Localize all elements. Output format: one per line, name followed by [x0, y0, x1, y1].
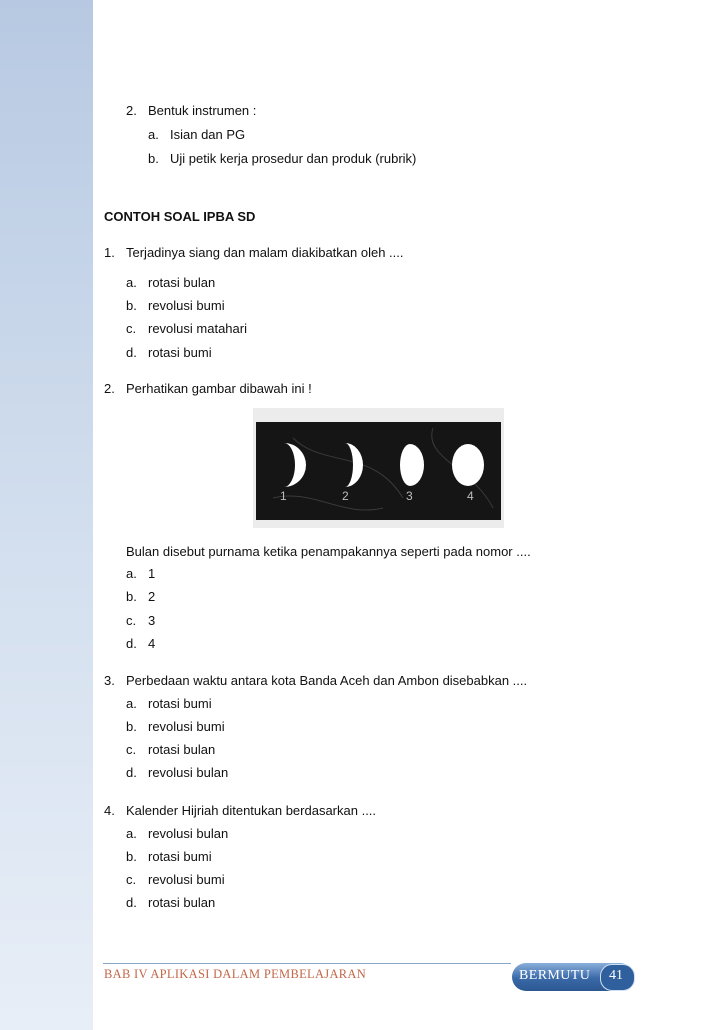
question-text: Perbedaan waktu antara kota Banda Aceh dan Ambon disebabkan ....: [126, 673, 528, 688]
option-letter: d.: [126, 636, 137, 651]
option-letter: b.: [126, 849, 137, 864]
question-number: 1.: [104, 245, 115, 260]
question-prompt: Bulan disebut purnama ketika penampakannya seperti pada nomor ....: [126, 544, 531, 559]
option-letter: a.: [126, 275, 137, 290]
question-number: 4.: [104, 803, 115, 818]
option-letter: c.: [126, 321, 137, 336]
moon-icon: [452, 444, 484, 486]
question-text: Terjadinya siang dan malam diakibatkan oleh ....: [126, 245, 404, 260]
section-title: CONTOH SOAL IPBA SD: [104, 209, 256, 224]
intro-item-text: Bentuk instrumen :: [148, 103, 257, 118]
option-text: rotasi bumi: [148, 345, 212, 360]
option-text: revolusi bulan: [148, 826, 229, 841]
option-text: revolusi matahari: [148, 321, 247, 336]
footer-chapter-title: BAB IV APLIKASI DALAM PEMBELAJARAN: [104, 967, 367, 981]
moon-label: 2: [342, 489, 349, 503]
moon-label: 4: [467, 489, 474, 503]
option-letter: d.: [126, 345, 137, 360]
option-letter: b.: [126, 589, 137, 604]
option-text: revolusi bulan: [148, 765, 229, 780]
option-letter: b.: [126, 719, 137, 734]
option-text: revolusi bumi: [148, 719, 225, 734]
option-letter: c.: [126, 742, 137, 757]
moon-label: 3: [406, 489, 413, 503]
intro-sub-letter: b.: [148, 151, 159, 166]
footer-brand-label: BERMUTU: [519, 968, 591, 983]
option-text: revolusi bumi: [148, 872, 225, 887]
option-text: rotasi bulan: [148, 895, 216, 910]
option-text: rotasi bulan: [148, 742, 216, 757]
option-text: 3: [148, 613, 156, 628]
option-text: rotasi bumi: [148, 696, 212, 711]
intro-item-number: 2.: [126, 103, 137, 118]
footer-divider: [103, 963, 511, 964]
page-number: 41: [609, 968, 623, 983]
question-text: Kalender Hijriah ditentukan berdasarkan ....: [126, 803, 377, 818]
option-letter: a.: [126, 826, 137, 841]
option-letter: d.: [126, 895, 137, 910]
option-letter: a.: [126, 566, 137, 581]
moon-phases-image: [253, 408, 504, 528]
option-text: rotasi bulan: [148, 275, 216, 290]
option-letter: d.: [126, 765, 137, 780]
option-text: 2: [148, 589, 156, 604]
question-number: 2.: [104, 381, 115, 396]
intro-sub-text: Isian dan PG: [170, 127, 246, 142]
option-letter: b.: [126, 298, 137, 313]
option-letter: a.: [126, 696, 137, 711]
option-letter: c.: [126, 872, 137, 887]
question-number: 3.: [104, 673, 115, 688]
option-letter: c.: [126, 613, 137, 628]
moon-phases-figure: [253, 408, 504, 528]
option-text: 4: [148, 636, 156, 651]
option-text: revolusi bumi: [148, 298, 225, 313]
option-text: 1: [148, 566, 156, 581]
moon-label: 1: [280, 489, 287, 503]
intro-sub-letter: a.: [148, 127, 159, 142]
question-text: Perhatikan gambar dibawah ini !: [126, 381, 312, 396]
intro-sub-text: Uji petik kerja prosedur dan produk (rubrik): [170, 151, 417, 166]
option-text: rotasi bumi: [148, 849, 212, 864]
